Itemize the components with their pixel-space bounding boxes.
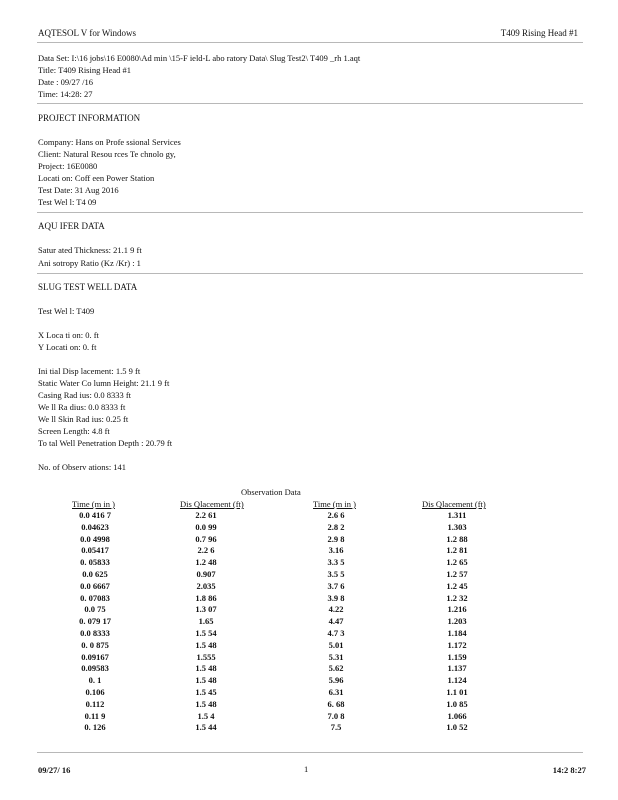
time-cell: 3.3 5 xyxy=(327,557,345,568)
time-cell: 0.0 6667 xyxy=(80,580,110,591)
anisotropy-line: Ani sotropy Ratio (Kz /Kr) : 1 xyxy=(38,258,141,268)
time-cell: 6.31 xyxy=(328,687,344,697)
footer-divider xyxy=(37,752,583,753)
date-line: Date : 09/27 /16 xyxy=(38,77,94,87)
displacement-cell: 1.137 xyxy=(447,663,467,674)
displacement-cell: 1.5 44 xyxy=(195,722,217,733)
displacement-cell: 1.2 48 xyxy=(195,557,217,568)
time-cell: 3.16 xyxy=(328,545,344,556)
time-cell: 0.09583 xyxy=(81,663,109,674)
time-cell: 0.04623 xyxy=(81,521,109,532)
page-number: 1 xyxy=(304,764,309,774)
page-header-left: AQTESOL V for Windows xyxy=(38,28,137,38)
divider-2 xyxy=(37,212,583,213)
header-divider xyxy=(37,42,583,43)
time-cell: 0.0 416 7 xyxy=(79,510,111,520)
col-header-displacement-1: Dis Qlacement (ft) xyxy=(180,499,244,509)
divider-3 xyxy=(37,273,583,274)
displacement-cell: 1.5 48 xyxy=(195,698,217,709)
displacement-cell: 0.7 96 xyxy=(195,533,217,544)
displacement-cell: 0.0 99 xyxy=(195,521,217,532)
time-cell: 6. 68 xyxy=(327,698,345,709)
displacement-cell: 1.5 4 xyxy=(197,710,215,721)
time-cell: 7.5 xyxy=(330,722,342,733)
skin-radius-line: We ll Skin Rad ius: 0.25 ft xyxy=(38,414,129,424)
displacement-cell: 1.2 81 xyxy=(446,545,468,556)
time-cell: 0. 126 xyxy=(84,722,106,733)
time-cell: 0.0 4998 xyxy=(80,533,110,544)
time-line: Time: 14:28: 27 xyxy=(38,89,93,99)
displacement-cell: 2.2 6 xyxy=(197,545,215,556)
displacement-cell: 1.2 65 xyxy=(446,557,468,568)
displacement-cell: 1.0 52 xyxy=(446,722,468,733)
slug-heading: SLUG TEST WELL DATA xyxy=(38,282,138,292)
screen-length-line: Screen Length: 4.8 ft xyxy=(38,426,110,436)
time-cell: 2.8 2 xyxy=(327,521,345,532)
displacement-cell: 0.907 xyxy=(196,569,216,579)
x-location-line: X Loca ti on: 0. ft xyxy=(38,330,99,340)
time-cell: 0. 0 875 xyxy=(81,639,109,650)
displacement-cell: 1.5 48 xyxy=(195,639,217,650)
displacement-cell: 1.2 45 xyxy=(446,580,468,591)
test-date-line: Test Date: 31 Aug 2016 xyxy=(38,185,119,195)
displacement-cell: 1.1 01 xyxy=(446,687,468,697)
time-cell: 5.62 xyxy=(328,663,344,674)
time-cell: 3.9 8 xyxy=(327,592,345,603)
penetration-line: To tal Well Penetration Depth : 20.79 ft xyxy=(38,438,173,448)
displacement-cell: 1.216 xyxy=(447,604,467,615)
displacement-cell: 1.5 48 xyxy=(195,675,217,686)
client-line: Client: Natural Resou rces Te chnolo gy, xyxy=(38,149,176,159)
y-location-line: Y Locati on: 0. ft xyxy=(38,342,97,352)
displacement-cell: 1.65 xyxy=(198,616,214,627)
displacement-cell: 1.159 xyxy=(447,651,467,662)
footer-date: 09/27/ 16 xyxy=(38,765,71,775)
time-cell: 0.0 625 xyxy=(82,569,108,579)
time-cell: 0. 079 17 xyxy=(79,616,111,627)
time-cell: 2.6 6 xyxy=(327,510,345,520)
time-cell: 0.112 xyxy=(85,698,105,709)
project-line: Project: 16E0080 xyxy=(38,161,98,171)
displacement-cell: 1.5 54 xyxy=(195,628,217,638)
well-radius-line: We ll Ra dius: 0.0 8333 ft xyxy=(38,402,126,412)
col-header-time-2: Time (m in ) xyxy=(313,499,356,509)
time-cell: 4.7 3 xyxy=(327,628,345,638)
displacement-cell: 1.303 xyxy=(447,521,467,532)
observation-data-title: Observation Data xyxy=(241,487,301,497)
displacement-cell: 1.5 48 xyxy=(195,663,217,674)
time-cell: 0. 1 xyxy=(88,675,102,686)
time-cell: 5.31 xyxy=(328,651,344,662)
static-column-line: Static Water Co lumn Height: 21.1 9 ft xyxy=(38,378,170,388)
displacement-cell: 1.0 85 xyxy=(446,698,468,709)
displacement-cell: 1.124 xyxy=(447,675,467,686)
displacement-cell: 1.555 xyxy=(196,651,216,662)
time-cell: 4.47 xyxy=(328,616,344,627)
displacement-cell: 1.8 86 xyxy=(195,592,217,603)
time-cell: 0. 05833 xyxy=(80,557,110,568)
displacement-cell: 1.2 57 xyxy=(446,569,468,579)
displacement-cell: 1.2 32 xyxy=(446,592,468,603)
observations-count-line: No. of Observ ations: 141 xyxy=(38,462,127,472)
displacement-cell: 1.066 xyxy=(447,710,467,721)
time-cell: 4.22 xyxy=(328,604,344,615)
footer-time: 14:2 8:27 xyxy=(552,765,586,775)
time-cell: 0.11 9 xyxy=(84,710,106,721)
col-header-time-1: Time (m in ) xyxy=(72,499,115,509)
displacement-cell: 1.3 07 xyxy=(195,604,217,615)
time-cell: 0.09167 xyxy=(81,651,109,662)
slug-test-well-line: Test Wel l: T409 xyxy=(38,306,95,316)
title-line: Title: T409 Rising Head #1 xyxy=(38,65,132,75)
displacement-cell: 2.035 xyxy=(196,580,216,591)
initial-displacement-line: Ini tial Disp lacement: 1.5 9 ft xyxy=(38,366,141,376)
company-line: Company: Hans on Profe ssional Services xyxy=(38,137,181,147)
time-cell: 2.9 8 xyxy=(327,533,345,544)
col-header-displacement-2: Dis Qlacement (ft) xyxy=(422,499,486,509)
displacement-cell: 1.172 xyxy=(447,639,467,650)
time-cell: 5.96 xyxy=(328,675,344,686)
aquifer-heading: AQU IFER DATA xyxy=(38,221,105,231)
displacement-cell: 2.2 61 xyxy=(195,510,217,520)
divider-1 xyxy=(37,103,583,104)
time-cell: 0.106 xyxy=(85,687,105,697)
displacement-cell: 1.184 xyxy=(447,628,467,638)
time-cell: 0.05417 xyxy=(81,545,109,556)
data-set-line: Data Set: I:\16 jobs\16 E0080\Ad min \15-F ield-L abo ratory Data\ Slug Test2\ T409 _rh 1.aqt xyxy=(38,53,361,63)
location-line: Locati on: Coff een Power Station xyxy=(38,173,155,183)
thickness-line: Satur ated Thickness: 21.1 9 ft xyxy=(38,245,142,255)
test-well-line: Test Wel l: T4 09 xyxy=(38,197,97,207)
time-cell: 5.01 xyxy=(328,639,344,650)
time-cell: 3.7 6 xyxy=(327,580,345,591)
time-cell: 0.0 75 xyxy=(84,604,106,615)
displacement-cell: 1.203 xyxy=(447,616,467,627)
page-header-right: T409 Rising Head #1 xyxy=(500,28,578,38)
casing-radius-line: Casing Rad ius: 0.0 8333 ft xyxy=(38,390,132,400)
time-cell: 0. 07083 xyxy=(80,592,110,603)
displacement-cell: 1.5 45 xyxy=(195,687,217,697)
time-cell: 3.5 5 xyxy=(327,569,345,579)
displacement-cell: 1.2 88 xyxy=(446,533,468,544)
project-info-heading: PROJECT INFORMATION xyxy=(38,113,141,123)
displacement-cell: 1.311 xyxy=(447,510,467,520)
time-cell: 7.0 8 xyxy=(327,710,345,721)
time-cell: 0.0 8333 xyxy=(80,628,110,638)
